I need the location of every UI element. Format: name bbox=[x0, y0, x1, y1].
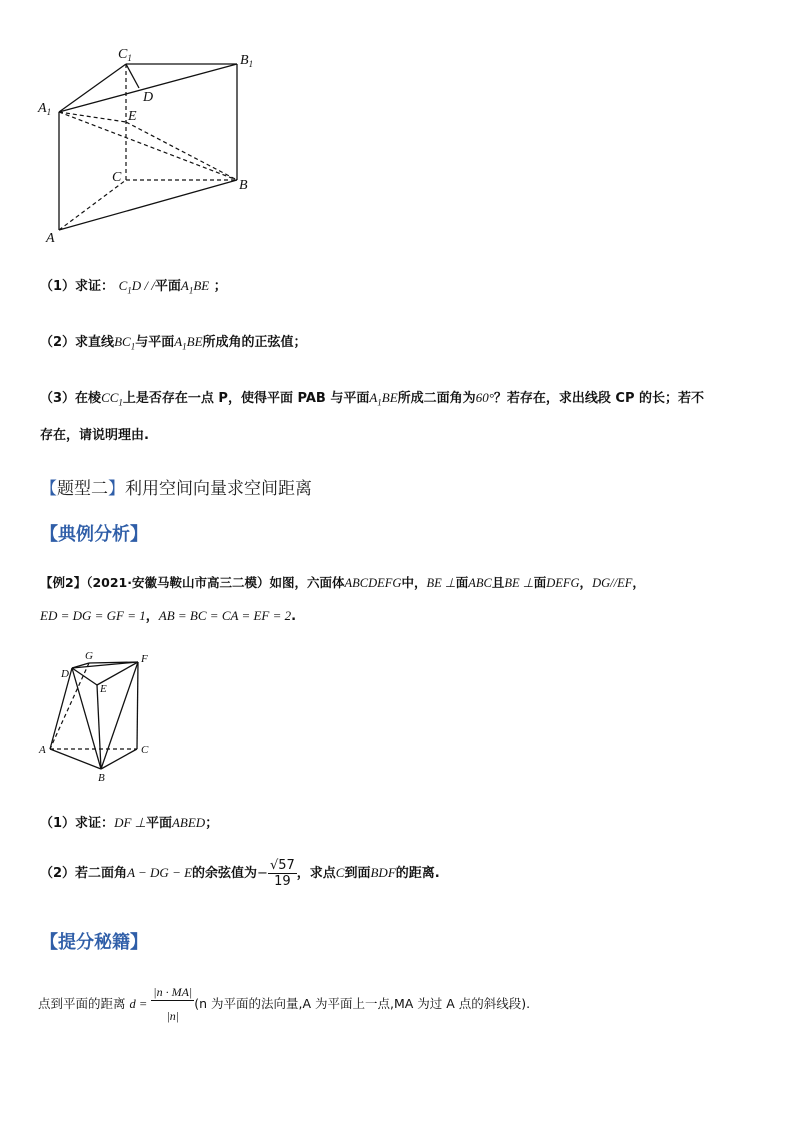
question-2: （2）求直线$BC_1$与平面$A_1BE$所成角的正弦值； bbox=[40, 334, 307, 352]
section-score-tips: 【提分秘籍】 bbox=[40, 932, 148, 953]
edge-fc bbox=[137, 662, 138, 749]
edge-fb bbox=[101, 662, 138, 769]
label-e: E bbox=[100, 683, 107, 695]
label-a1: $A_1$ bbox=[38, 101, 52, 117]
question-1: （1）求证： $C_1D$ / /平面$A_1BE$ ； bbox=[40, 278, 227, 296]
edge-a1e-hidden bbox=[59, 112, 126, 122]
label-c1: $C_1$ bbox=[118, 47, 132, 63]
example-question-2: （2）若二面角A − DG − E的余弦值为− $\frac{√57}{19}$ ，求点C到面BDF的距离. bbox=[40, 858, 440, 889]
example-2-line-2: ED = DG = GF = 1，AB = BC = CA = EF = 2. bbox=[40, 608, 297, 624]
section-example-analysis: 【典例分析】 bbox=[40, 524, 148, 545]
label-a: A bbox=[46, 231, 55, 246]
label-g: G bbox=[85, 650, 93, 662]
label-d: D bbox=[61, 668, 69, 680]
edge-eb-hidden bbox=[126, 122, 237, 180]
edge-ab bbox=[50, 749, 101, 769]
edge-a1b-hidden bbox=[59, 112, 237, 180]
cosine-fraction: $\frac{√57}{19}$ bbox=[269, 858, 295, 889]
edge-ac-hidden bbox=[59, 180, 126, 230]
example-question-1: （1）求证：DF ⊥平面ABED； bbox=[40, 815, 219, 831]
edge-a1c1 bbox=[59, 64, 126, 112]
label-b: B bbox=[98, 772, 105, 784]
edge-c1d bbox=[126, 64, 139, 88]
hexahedron-figure bbox=[30, 645, 160, 785]
distance-formula: 点到平面的距离 d = $\frac{|n \cdot MA|}{|n|}$ (n 为平面的法向量,A 为平面上一点,MA 为过 A 点的斜线段). bbox=[38, 985, 531, 1023]
label-e: E bbox=[128, 109, 137, 124]
label-d: D bbox=[143, 90, 154, 105]
edge-db bbox=[72, 668, 101, 769]
label-c: C bbox=[141, 744, 149, 756]
label-b: B bbox=[239, 178, 248, 193]
label-b1: $B_1$ bbox=[240, 53, 254, 69]
question-3-line-2: 存在，请说明理由. bbox=[40, 428, 149, 443]
prism-figure bbox=[30, 40, 280, 250]
label-a: A bbox=[39, 744, 46, 756]
example-2-line-1: 【例2】（2021·安徽马鞍山市高三二模）如图，六面体ABCDEFG中，BE ⊥面ABC且BE ⊥面DEFG，DG//EF， bbox=[40, 575, 645, 590]
edge-ab bbox=[59, 180, 237, 230]
question-3: （3）在棱$CC_1$上是否存在一点 P，使得平面 PAB 与平面$A_1BE$所成二面角为60°？若存在，求出线段 CP 的长；若不 bbox=[40, 390, 705, 408]
formula-fraction: $\frac{|n \cdot MA|}{|n|}$ bbox=[153, 985, 193, 1023]
label-f: F bbox=[141, 653, 148, 665]
type-2-heading: 【题型二】利用空间向量求空间距离 bbox=[40, 479, 312, 499]
label-c: C bbox=[112, 170, 122, 185]
